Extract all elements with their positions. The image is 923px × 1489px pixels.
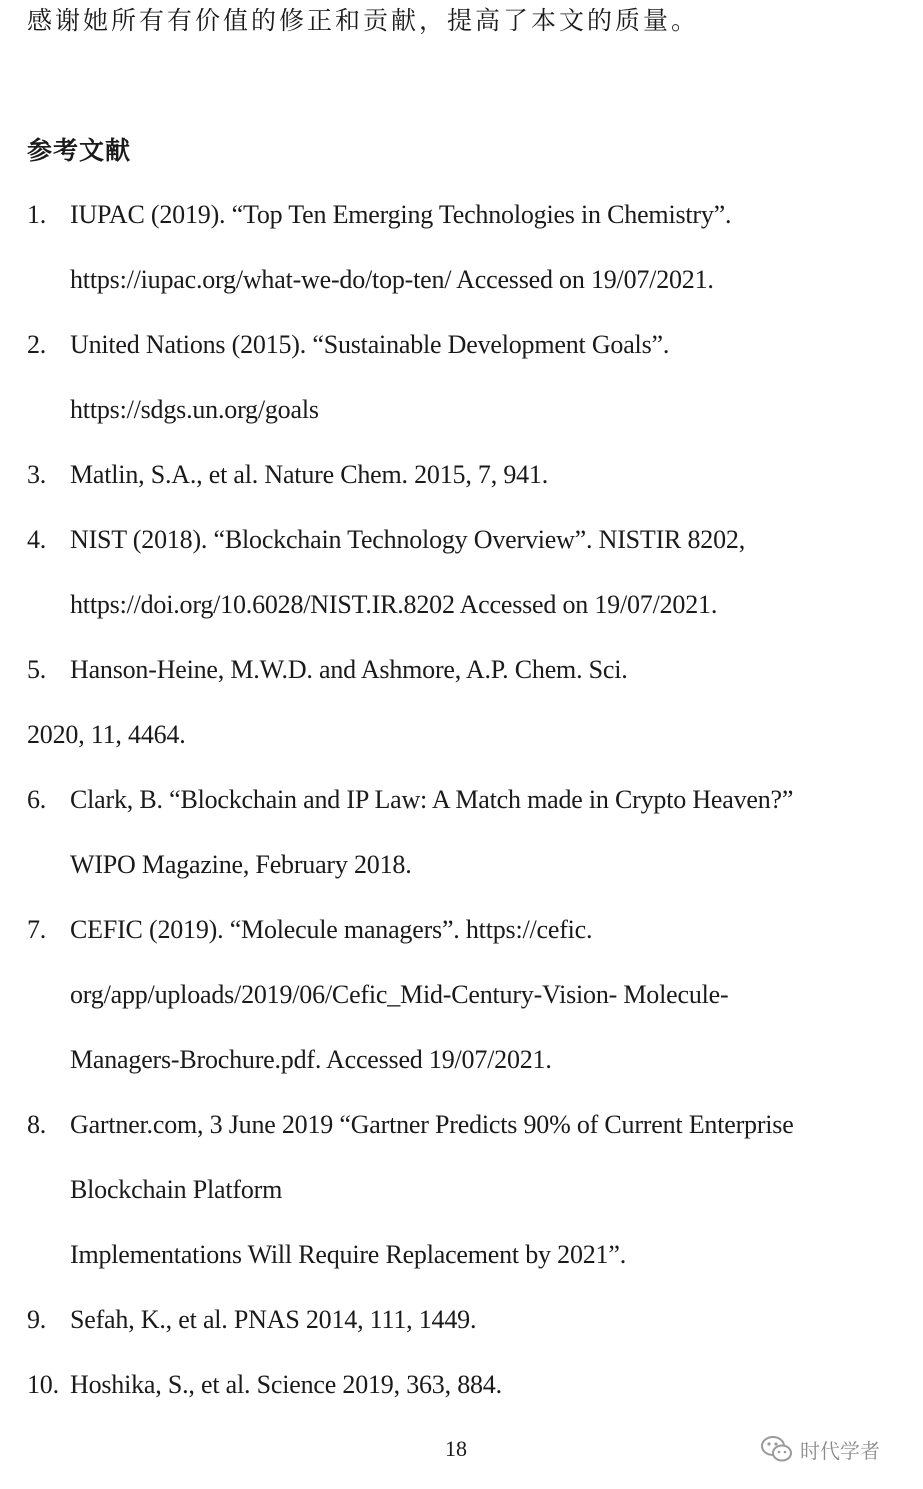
- reference-line: https://iupac.org/what-we-do/top-ten/ Accessed on 19/07/2021.: [70, 265, 714, 294]
- reference-line: org/app/uploads/2019/06/Cefic_Mid-Century-Vision- Molecule-: [70, 980, 729, 1009]
- reference-number: 6.: [27, 785, 47, 814]
- reference-number: 5.: [27, 655, 47, 684]
- watermark: [760, 1432, 880, 1466]
- reference-line: NIST (2018). “Blockchain Technology Overview”. NISTIR 8202,: [70, 525, 746, 554]
- reference-line: Managers-Brochure.pdf. Accessed 19/07/2021.: [70, 1045, 552, 1074]
- reference-line: Blockchain Platform: [70, 1175, 283, 1204]
- reference-number: 4.: [27, 525, 47, 554]
- reference-line: United Nations (2015). “Sustainable Development Goals”.: [70, 330, 670, 359]
- reference-number: 8.: [27, 1110, 47, 1139]
- page-number: 18: [445, 1436, 467, 1461]
- references-heading: 参考文献: [27, 136, 132, 165]
- reference-number: 7.: [27, 915, 47, 944]
- reference-line: https://doi.org/10.6028/NIST.IR.8202 Accessed on 19/07/2021.: [70, 590, 718, 619]
- reference-number: 2.: [27, 330, 47, 359]
- reference-number: 1.: [27, 200, 47, 229]
- reference-line: IUPAC (2019). “Top Ten Emerging Technologies in Chemistry”.: [70, 200, 732, 229]
- reference-line: Hoshika, S., et al. Science 2019, 363, 884.: [70, 1370, 502, 1399]
- reference-line: 2020, 11, 4464.: [27, 720, 186, 749]
- reference-line: Gartner.com, 3 June 2019 “Gartner Predicts 90% of Current Enterprise: [70, 1110, 794, 1139]
- reference-number: 3.: [27, 460, 47, 489]
- reference-line: https://sdgs.un.org/goals: [70, 395, 319, 424]
- reference-line: Sefah, K., et al. PNAS 2014, 111, 1449.: [70, 1305, 477, 1334]
- reference-line: CEFIC (2019). “Molecule managers”. https://cefic.: [70, 915, 593, 944]
- reference-line: Clark, B. “Blockchain and IP Law: A Match made in Crypto Heaven?”: [70, 785, 794, 814]
- reference-line: WIPO Magazine, February 2018.: [70, 850, 412, 879]
- reference-line: Hanson-Heine, M.W.D. and Ashmore, A.P. Chem. Sci.: [70, 655, 628, 684]
- reference-line: Implementations Will Require Replacement by 2021”.: [70, 1240, 626, 1269]
- reference-number: 10.: [27, 1370, 59, 1399]
- intro-line: 感谢她所有有价值的修正和贡献，提高了本文的质量。: [27, 6, 700, 35]
- reference-line: Matlin, S.A., et al. Nature Chem. 2015, 7, 941.: [70, 460, 549, 489]
- wechat-icon: [760, 1434, 794, 1464]
- reference-number: 9.: [27, 1305, 47, 1334]
- watermark-text: 时代学者: [800, 1438, 880, 1463]
